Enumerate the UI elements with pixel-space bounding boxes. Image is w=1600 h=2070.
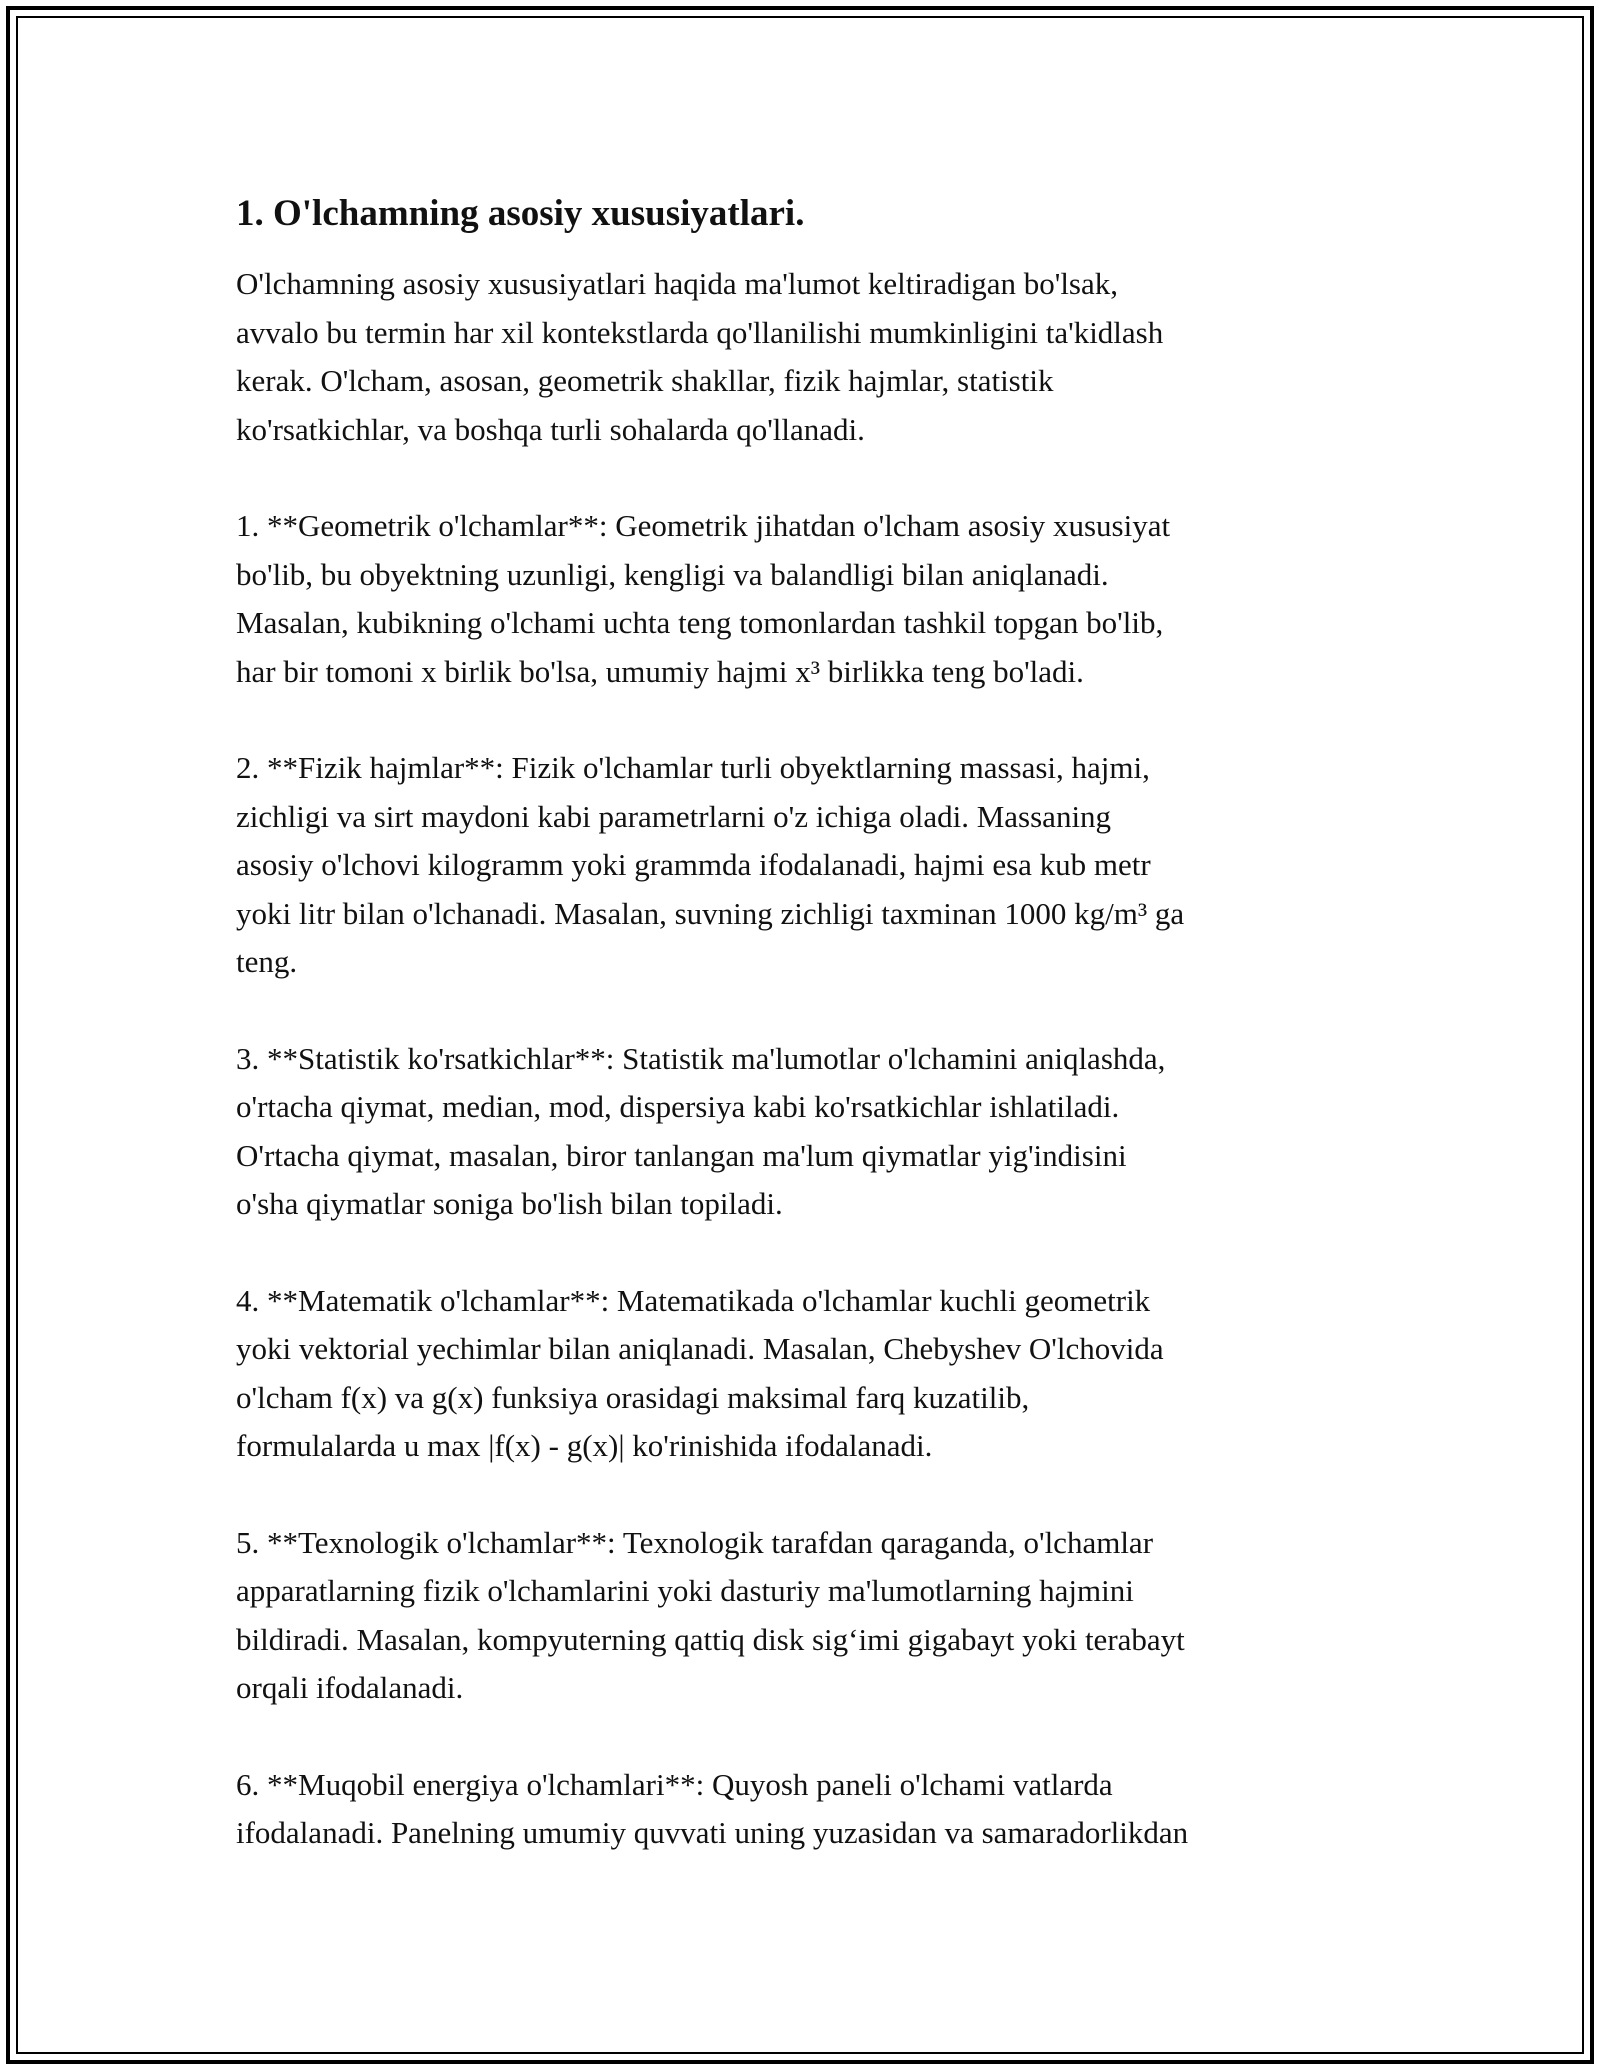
- paragraph-line: zichligi va sirt maydoni kabi parametrlarni o'z ichiga oladi. Massaning: [236, 798, 1112, 834]
- item-physical-paragraph: [236, 744, 1366, 987]
- paragraph-line: 3. **Statistik ko'rsatkichlar**: Statistik ma'lumotlar o'lchamini aniqlashda,: [236, 1040, 1166, 1076]
- paragraph-line: teng.: [236, 944, 298, 979]
- item-statistical-paragraph: [236, 1035, 1366, 1229]
- paragraph-line: o'lcham f(x) va g(x) funksiya orasidagi maksimal farq kuzatilib,: [236, 1379, 1030, 1415]
- paragraph-line: 6. **Muqobil energiya o'lchamlari**: Quyosh paneli o'lchami vatlarda: [236, 1766, 1113, 1802]
- paragraph-line: O'rtacha qiymat, masalan, biror tanlangan ma'lum qiymatlar yig'indisini: [236, 1137, 1127, 1173]
- paragraph-line: ko'rsatkichlar, va boshqa turli sohalarda qo'llanadi.: [236, 411, 865, 447]
- paragraph-line: O'lchamning asosiy xususiyatlari haqida ma'lumot keltiradigan bo'lsak,: [236, 266, 1119, 301]
- document-body: [236, 188, 1366, 1906]
- paragraph-line: bildiradi. Masalan, kompyuterning qattiq disk sig‘imi gigabayt yoki terabayt: [236, 1621, 1185, 1657]
- paragraph-line: 4. **Matematik o'lchamlar**: Matematikada o'lchamlar kuchli geometrik: [236, 1282, 1151, 1318]
- paragraph-line: apparatlarning fizik o'lchamlarini yoki dasturiy ma'lumotlarning hajmini: [236, 1573, 1134, 1608]
- paragraph-line: 1. **Geometrik o'lchamlar**: Geometrik jihatdan o'lcham asosiy xususiyat: [236, 508, 1171, 543]
- paragraph-line: har bir tomoni x birlik bo'lsa, umumiy hajmi x³ birlikka teng bo'ladi.: [236, 653, 1084, 689]
- section-title: 1. O'lchamning asosiy xususiyatlari.: [236, 193, 805, 234]
- intro-paragraph: [236, 260, 1366, 454]
- paragraph-line: o'rtacha qiymat, median, mod, dispersiya kabi ko'rsatkichlar ishlatiladi.: [236, 1089, 1120, 1124]
- item-energy-paragraph: [236, 1761, 1366, 1858]
- item-geometric-paragraph: [236, 502, 1366, 696]
- item-technological-paragraph: [236, 1519, 1366, 1713]
- item-mathematical-paragraph: [236, 1277, 1366, 1471]
- paragraph-line: formulalarda u max |f(x) - g(x)| ko'rinishida ifodalanadi.: [236, 1428, 933, 1463]
- paragraph-line: avvalo bu termin har xil kontekstlarda qo'llanilishi mumkinligini ta'kidlash: [236, 314, 1164, 350]
- paragraph-line: Masalan, kubikning o'lchami uchta teng tomonlardan tashkil topgan bo'lib,: [236, 605, 1164, 640]
- paragraph-line: 2. **Fizik hajmlar**: Fizik o'lchamlar turli obyektlarning massasi, hajmi,: [236, 750, 1150, 785]
- paragraph-line: 5. **Texnologik o'lchamlar**: Texnologik tarafdan qaraganda, o'lchamlar: [236, 1524, 1154, 1560]
- paragraph-line: bo'lib, bu obyektning uzunligi, kengligi va balandligi bilan aniqlanadi.: [236, 556, 1109, 592]
- paragraph-line: kerak. O'lcham, asosan, geometrik shakllar, fizik hajmlar, statistik: [236, 363, 1054, 398]
- paragraph-line: orqali ifodalanadi.: [236, 1670, 464, 1705]
- paragraph-line: ifodalanadi. Panelning umumiy quvvati uning yuzasidan va samaradorlikdan: [236, 1815, 1189, 1850]
- paragraph-line: o'sha qiymatlar soniga bo'lish bilan topiladi.: [236, 1186, 783, 1221]
- paragraph-line: yoki litr bilan o'lchanadi. Masalan, suvning zichligi taxminan 1000 kg/m³ ga: [236, 895, 1185, 931]
- paragraph-line: yoki vektorial yechimlar bilan aniqlanadi. Masalan, Chebyshev O'lchovida: [236, 1331, 1164, 1366]
- paragraph-line: asosiy o'lchovi kilogramm yoki grammda ifodalanadi, hajmi esa kub metr: [236, 847, 1151, 882]
